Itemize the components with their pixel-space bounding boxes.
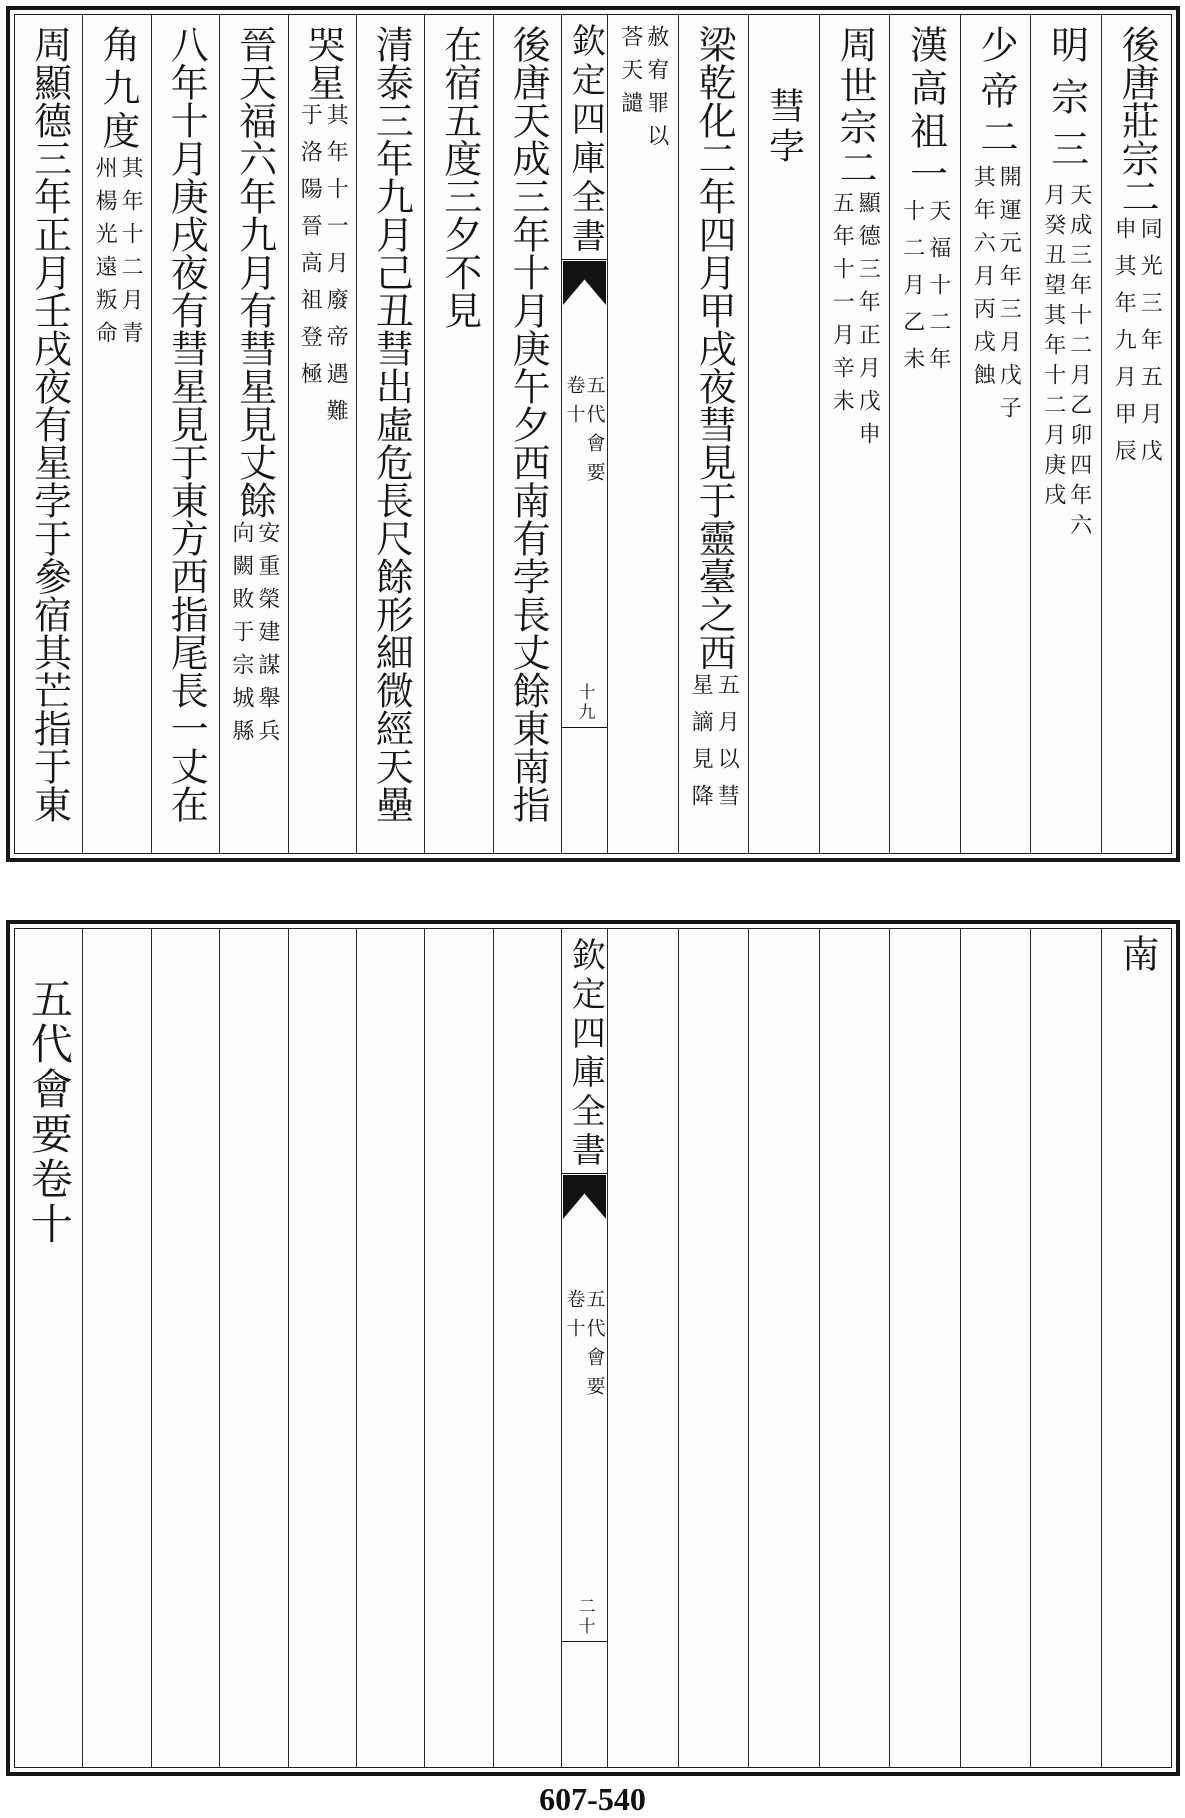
folio-number-text: 十九 [574,683,595,723]
text-column [1101,15,1172,853]
note-line: 其年十二月青 [118,156,144,354]
text-column [424,15,492,853]
text-column [748,15,819,853]
main-text: 在宿五度三夕不見 [437,25,482,329]
note-line: 其年十一月廢帝遇難 [323,103,349,436]
column-grid [15,929,1171,1767]
column-content [425,25,492,853]
interlinear-note [1040,183,1092,543]
text-column [493,15,561,853]
banxin-label-lines [565,375,605,491]
folio-number [562,683,607,723]
half-leaf-left [15,929,561,1767]
empty-column [356,929,424,1767]
note-line: 向闕敗于宗城縣 [228,521,254,752]
main-text: 周世宗二 [833,25,878,189]
inner-frame [14,14,1172,854]
main-text: 八年十月庚戌夜有彗星見于東方西指尾長一丈在 [164,25,209,823]
column-content [83,25,150,853]
main-text: 角九度 [95,25,140,154]
column-content [152,25,219,853]
empty-column [748,929,819,1767]
interlinear-note [687,673,739,821]
column-content [608,23,678,853]
banxin-juan: 卷十 [563,1289,586,1347]
column-content [494,25,561,853]
banxin-rule [562,727,607,728]
column-content [15,25,82,853]
banxin-label [562,373,607,491]
reel-page-number: 607-540 [539,1781,646,1817]
text-column [1101,929,1172,1767]
text-column [15,15,82,853]
text-column [607,15,678,853]
fish-tail-mark [563,1175,606,1219]
main-text: 哭星 [301,25,346,101]
column-content [289,25,356,853]
inner-frame [14,928,1172,1768]
main-text: 明宗三 [1044,25,1089,181]
banxin-title: 欽定四庫全書 [565,23,606,257]
note-line: 開運元年三月戊子 [996,165,1022,429]
column-content [220,25,287,853]
note-line: 荅天譴 [617,25,643,124]
column-content [1102,25,1172,853]
center-fold-column [561,929,607,1767]
interlinear-note [828,191,880,455]
empty-column [678,929,749,1767]
text-column [288,15,356,853]
column-content [679,25,749,853]
column-content [961,25,1031,853]
text-column [678,15,749,853]
main-text: 周顯德三年正月壬戌夜有星孛于參宿其芒指于東 [27,25,72,823]
main-text: 清泰三年九月己丑彗出虛危長尺餘形細微經天壘 [369,25,414,823]
leaf-upper [6,6,1180,862]
note-line: 州楊光遠叛命 [92,156,118,354]
main-text: 梁乾化二年四月甲戌夜彗見于靈臺之西 [692,25,737,671]
note-line: 同光三年五月戊 [1137,217,1163,476]
banxin-rule [562,1173,607,1174]
empty-column [288,929,356,1767]
text-column [219,15,287,853]
note-line: 十二月乙未 [899,199,925,384]
empty-column [424,929,492,1767]
folio-number [562,1597,607,1637]
fish-tail-mark [563,261,606,305]
text-column [356,15,424,853]
note-line: 五年十一月辛未 [829,191,855,422]
text-column [889,15,960,853]
half-leaf-right [607,929,1171,1767]
text-column [15,929,82,1767]
interlinear-note [1110,217,1162,476]
main-text: 晉天福六年九月有彗星見丈餘 [232,25,277,519]
interlinear-note [91,156,143,354]
note-line: 赦宥罪以 [643,25,669,157]
text-column [1030,15,1101,853]
column-content [357,25,424,853]
folio-number-text: 二十 [574,1597,595,1637]
column-content [15,977,82,1767]
note-line: 天成三年十二月乙卯四年六 [1066,183,1092,543]
chapter-end-title: 五代會要卷十 [24,977,74,1247]
note-line: 于洛陽晉高祖登極 [297,103,323,399]
empty-column [493,929,561,1767]
column-content [749,87,819,853]
empty-column [819,929,890,1767]
note-line: 申其年九月甲辰 [1111,217,1137,476]
note-line: 五月以彗 [714,673,740,821]
note-line: 天福十二年 [925,199,951,384]
banxin-label-lines [565,1289,605,1405]
text-column [151,15,219,853]
main-text: 後唐莊宗二 [1115,25,1160,215]
banxin-book-name: 五代會要 [583,375,606,491]
main-text: 少帝二 [974,25,1019,163]
column-content [820,25,890,853]
note-line: 安重榮建謀舉兵 [254,521,280,752]
section-heading: 彗孛 [763,87,805,167]
leaf-lower [6,920,1180,1776]
note-line: 顯德三年正月戊申 [855,191,881,455]
main-text: 後唐天成三年十月庚午夕西南有孛長丈餘東南指 [506,25,551,823]
empty-column [1030,929,1101,1767]
banxin-label [562,1287,607,1405]
column-content [890,25,960,853]
empty-column [960,929,1031,1767]
banxin-rule [562,1641,607,1642]
banxin-title: 欽定四庫全書 [565,937,606,1171]
banxin-juan: 卷十 [563,375,586,433]
half-leaf-left [15,15,561,853]
note-line: 月癸丑望其年十二月庚戌 [1040,183,1066,513]
empty-column [889,929,960,1767]
column-content [1031,25,1101,853]
center-fold-column [561,15,607,853]
column-content [1102,934,1172,1767]
note-line: 星謫見降 [688,673,714,821]
column-grid [15,15,1171,853]
text-column [960,15,1031,853]
empty-column [151,929,219,1767]
interlinear-note [228,521,280,752]
main-text: 南 [1115,934,1160,972]
text-column [82,15,150,853]
half-leaf-right [607,15,1171,853]
banxin-book-name: 五代會要 [583,1289,606,1405]
main-text: 漢高祖一 [903,25,948,197]
note-line: 其年六月丙戌蝕 [970,165,996,396]
empty-column [607,929,678,1767]
banxin-rule [562,259,607,260]
empty-column [219,929,287,1767]
empty-column [82,929,150,1767]
interlinear-note [969,165,1021,429]
interlinear-note [899,199,951,384]
text-column [819,15,890,853]
interlinear-note [617,25,669,157]
interlinear-note [296,103,348,436]
